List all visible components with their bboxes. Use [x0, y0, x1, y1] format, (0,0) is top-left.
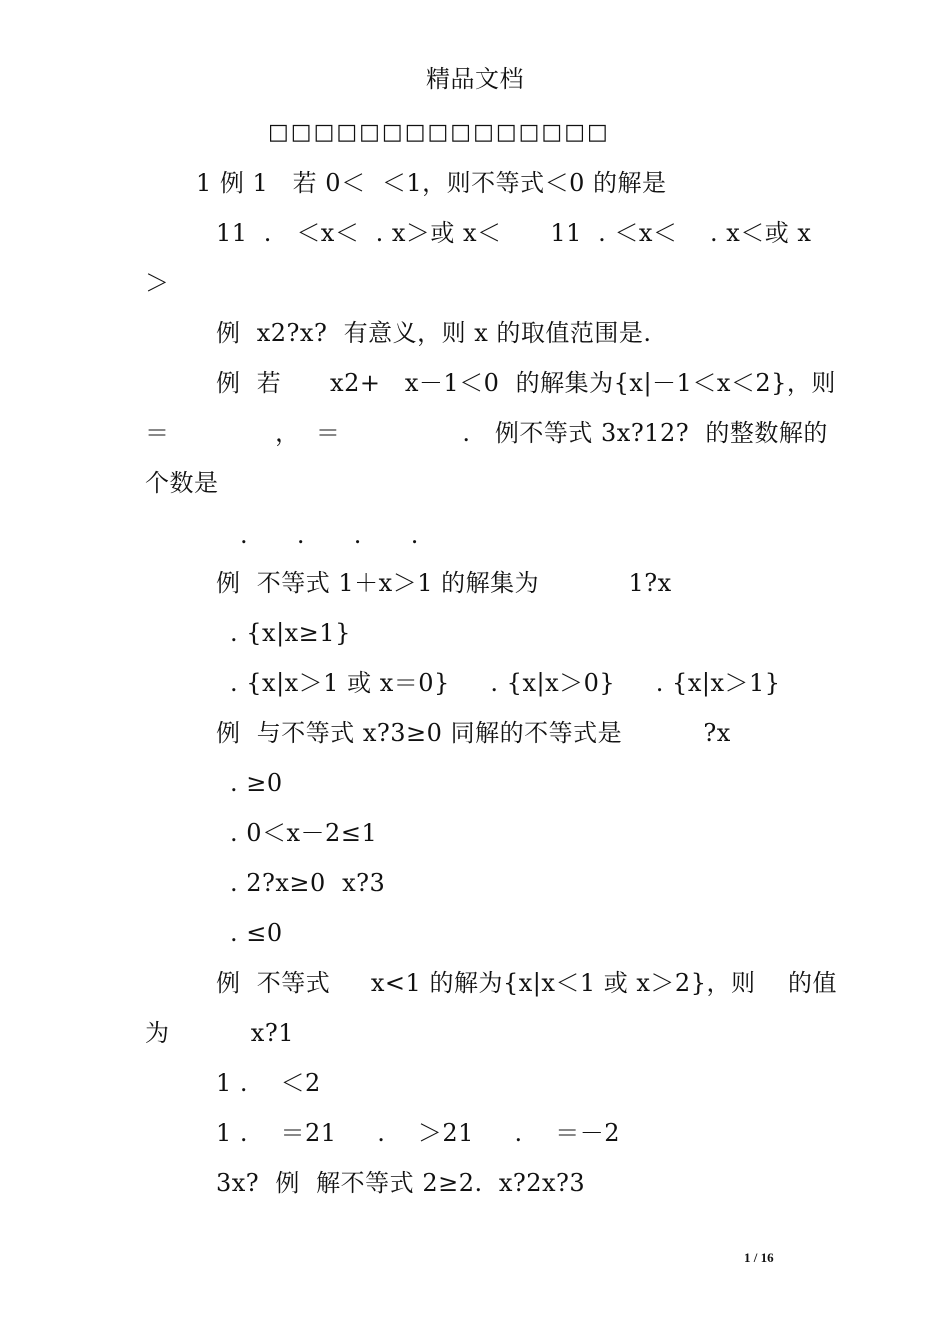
page-number: 1 / 16	[744, 1250, 774, 1265]
text-line: ＞	[145, 269, 170, 297]
text-line: . ≤0	[230, 919, 283, 947]
text-line: 1 例 1 若 0＜ ＜1，则不等式＜0 的解是	[196, 169, 667, 197]
text-line: . . . .	[240, 521, 419, 549]
text-line: 例 不等式 x<1 的解为{x|x＜1 或 x＞2}，则 的值	[216, 969, 837, 997]
text-line: . {x|x≥1}	[230, 619, 351, 647]
text-line: ＝ ， ＝ . 例不等式 3x?12? 的整数解的	[145, 419, 828, 447]
text-line: . 0＜x－2≤1	[230, 819, 378, 847]
text-line: . ≥0	[230, 769, 283, 797]
page-header: 精品文档	[426, 65, 524, 93]
text-line: 例 x2?x? 有意义，则 x 的取值范围是.	[216, 319, 652, 347]
text-line: . {x|x＞1 或 x＝0} . {x|x＞0} . {x|x＞1}	[230, 669, 781, 697]
text-line: 1 . ＝21 . ＞21 . ＝－2	[216, 1119, 620, 1147]
text-line: 3x? 例 解不等式 2≥2. x?2x?3	[216, 1169, 586, 1197]
text-line: 例 不等式 1＋x＞1 的解集为 1?x	[216, 569, 672, 597]
text-line: 例 与不等式 x?3≥0 同解的不等式是 ?x	[216, 719, 731, 747]
text-line: 为 x?1	[145, 1019, 294, 1047]
text-line: 1 . ＜2	[216, 1069, 321, 1097]
text-line: 例 若 x2+ x－1＜0 的解集为{x|－1＜x＜2}，则	[216, 369, 836, 397]
text-line: . 2?x≥0 x?3	[230, 869, 386, 897]
text-line: 个数是	[145, 469, 219, 497]
document-title: □□□□□□□□□□□□□□□	[268, 120, 610, 145]
text-line: 11 . ＜x＜ . x＞或 x＜ 11 . ＜x＜ . x＜或 x	[216, 219, 812, 247]
